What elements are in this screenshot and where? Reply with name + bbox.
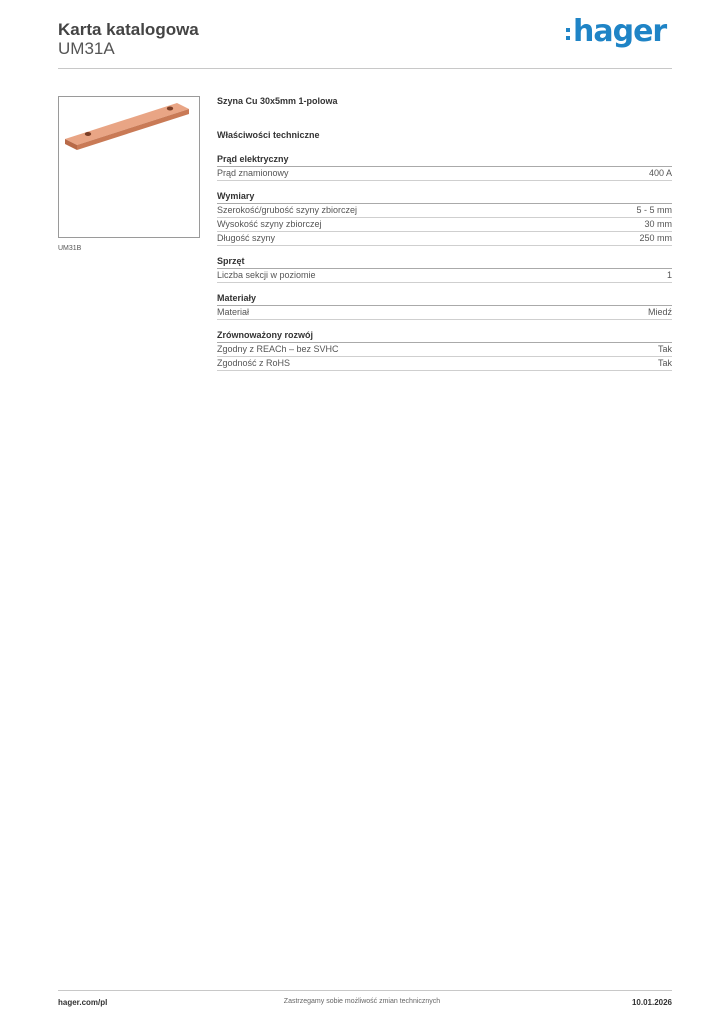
logo-text: hager [573, 14, 667, 49]
spec-row [217, 218, 672, 232]
spec-value: Tak [657, 358, 672, 368]
spec-value: Miedź [647, 307, 672, 317]
hager-logo [566, 14, 666, 49]
copper-busbar-icon [59, 97, 199, 237]
group-dimensions [217, 191, 672, 246]
spec-value: 1 [666, 270, 672, 280]
spec-label: Zgodny z REACh – bez SVHC [217, 344, 339, 354]
spec-value: 30 mm [644, 219, 672, 229]
image-caption: UM31B [58, 245, 82, 252]
logo-dots-icon [566, 28, 570, 40]
footer-date: 10.01.2026 [631, 998, 672, 1007]
group-title: Zrównoważony rozwój [217, 330, 672, 343]
spec-row [217, 357, 672, 371]
spec-label: Długość szyny [217, 233, 276, 243]
spec-row [217, 306, 672, 320]
group-sustainability [217, 330, 672, 371]
group-title: Sprzęt [217, 256, 672, 269]
spec-label: Zgodność z RoHS [217, 358, 291, 368]
footer-website-link[interactable]: hager.com/pl [58, 998, 108, 1007]
section-title: Właściwości techniczne [217, 130, 320, 140]
spec-value: 250 mm [639, 233, 672, 243]
spec-label: Szerokość/grubość szyny zbiorczej [217, 205, 358, 215]
spec-row [217, 232, 672, 246]
spec-label: Liczba sekcji w poziomie [217, 270, 316, 280]
group-electric-current [217, 154, 672, 181]
spec-value: 5 - 5 mm [636, 205, 672, 215]
spec-row [217, 167, 672, 181]
spec-value: Tak [657, 344, 672, 354]
group-title: Prąd elektryczny [217, 154, 672, 167]
spec-label: Materiał [217, 307, 250, 317]
spec-row [217, 269, 672, 283]
group-title: Wymiary [217, 191, 672, 204]
group-materials [217, 293, 672, 320]
product-name: Szyna Cu 30x5mm 1-polowa [217, 96, 338, 106]
header-divider [58, 68, 672, 69]
spec-row [217, 343, 672, 357]
footer-disclaimer: Zastrzegamy sobie możliwość zmian technicznych [283, 998, 441, 1005]
spec-row [217, 204, 672, 218]
product-image [58, 96, 200, 238]
spec-value: 400 A [648, 168, 672, 178]
footer-divider [58, 990, 672, 991]
group-title: Materiały [217, 293, 672, 306]
spec-label: Wysokość szyny zbiorczej [217, 219, 322, 229]
group-equipment [217, 256, 672, 283]
product-details [217, 96, 672, 381]
document-title: Karta katalogowa [58, 20, 199, 39]
product-code: UM31A [58, 39, 115, 58]
spec-label: Prąd znamionowy [217, 168, 289, 178]
